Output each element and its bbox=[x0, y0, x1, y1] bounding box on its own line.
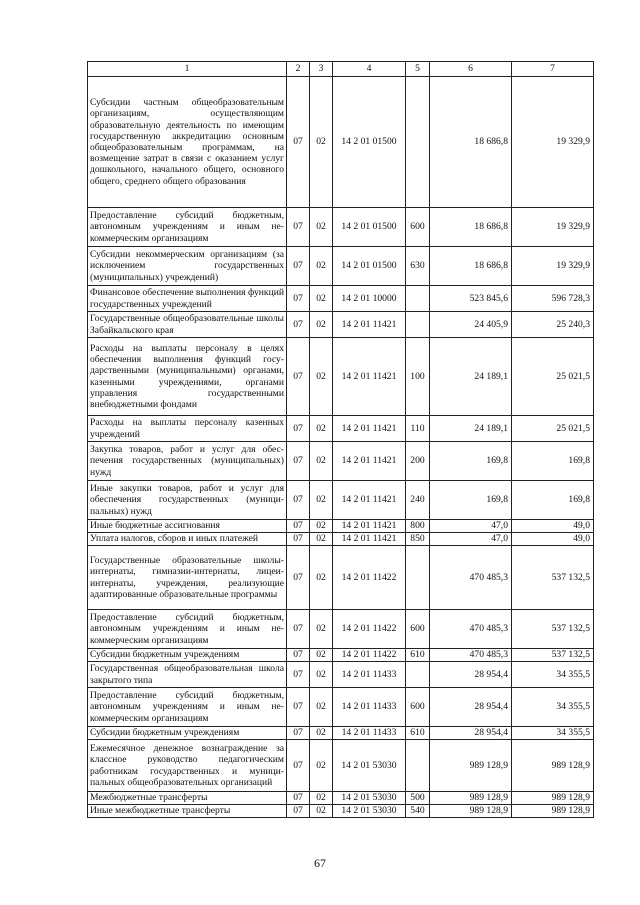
target-article-cell: 14 2 01 11422 bbox=[333, 649, 406, 662]
expense-type-cell: 600 bbox=[406, 688, 430, 727]
amount-col7-cell: 49,0 bbox=[512, 520, 594, 533]
target-article-cell: 14 2 01 11421 bbox=[333, 533, 406, 546]
target-article-cell: 14 2 01 53030 bbox=[333, 805, 406, 818]
description-cell: Субсидии некоммерческим организациям (за исключением государственных (муниципальных) учреждений) bbox=[88, 247, 287, 286]
table-row bbox=[88, 520, 594, 533]
section-code-cell: 07 bbox=[287, 792, 310, 805]
expense-type-cell bbox=[406, 740, 430, 792]
amount-col7-cell: 19 329,9 bbox=[512, 247, 594, 286]
table-row bbox=[88, 688, 594, 727]
subsection-code-cell: 02 bbox=[310, 727, 333, 740]
amount-col7-cell: 25 021,5 bbox=[512, 416, 594, 442]
table-row bbox=[88, 208, 594, 247]
amount-col6-cell: 169,8 bbox=[430, 481, 512, 520]
subsection-code-cell: 02 bbox=[310, 208, 333, 247]
amount-col6-cell: 18 686,8 bbox=[430, 247, 512, 286]
amount-col6-cell: 470 485,3 bbox=[430, 649, 512, 662]
page-number: 67 bbox=[314, 856, 326, 870]
table-row bbox=[88, 805, 594, 818]
target-article-cell: 14 2 01 11421 bbox=[333, 338, 406, 416]
target-article-cell: 14 2 01 11421 bbox=[333, 416, 406, 442]
expense-type-cell: 850 bbox=[406, 533, 430, 546]
amount-col7-cell: 25 021,5 bbox=[512, 338, 594, 416]
table-row bbox=[88, 442, 594, 481]
expense-type-cell bbox=[406, 546, 430, 610]
amount-col7-cell: 596 728,3 bbox=[512, 286, 594, 312]
expense-type-cell: 610 bbox=[406, 649, 430, 662]
description-cell: Субсидии частным общеобразовательным организациям, осуществляющим образовательную деятельность по имеющим государственную аккредитацию основным общеобразовательным программам, на возмещение затрат в связи с оказанием услуг дошкольного, начального общего, основного общего, среднего общего образования bbox=[88, 77, 287, 208]
section-code-cell: 07 bbox=[287, 688, 310, 727]
description-cell: Предоставление субсидий бюджетным, автономным учреждениям и иным некоммерческим организациям bbox=[88, 208, 287, 247]
section-code-cell: 07 bbox=[287, 312, 310, 338]
section-code-cell: 07 bbox=[287, 481, 310, 520]
subsection-code-cell: 02 bbox=[310, 416, 333, 442]
description-cell: Уплата налогов, сборов и иных платежей bbox=[88, 533, 287, 546]
target-article-cell: 14 2 01 01500 bbox=[333, 247, 406, 286]
header-cell-6: 6 bbox=[430, 62, 512, 77]
section-code-cell: 07 bbox=[287, 338, 310, 416]
description-cell: Иные закупки товаров, работ и услуг для обеспечения государственных (муниципальных) нужд bbox=[88, 481, 287, 520]
header-cell-5: 5 bbox=[406, 62, 430, 77]
amount-col6-cell: 24 189,1 bbox=[430, 416, 512, 442]
expense-type-cell: 110 bbox=[406, 416, 430, 442]
section-code-cell: 07 bbox=[287, 610, 310, 649]
subsection-code-cell: 02 bbox=[310, 805, 333, 818]
target-article-cell: 14 2 01 11422 bbox=[333, 610, 406, 649]
subsection-code-cell: 02 bbox=[310, 442, 333, 481]
table-row bbox=[88, 662, 594, 688]
amount-col7-cell: 989 128,9 bbox=[512, 805, 594, 818]
expense-type-cell: 240 bbox=[406, 481, 430, 520]
amount-col7-cell: 19 329,9 bbox=[512, 77, 594, 208]
amount-col6-cell: 989 128,9 bbox=[430, 805, 512, 818]
description-cell: Иные бюджетные ассигнования bbox=[88, 520, 287, 533]
section-code-cell: 07 bbox=[287, 208, 310, 247]
amount-col7-cell: 169,8 bbox=[512, 481, 594, 520]
table-row bbox=[88, 481, 594, 520]
table-row bbox=[88, 286, 594, 312]
subsection-code-cell: 02 bbox=[310, 312, 333, 338]
expense-type-cell bbox=[406, 312, 430, 338]
subsection-code-cell: 02 bbox=[310, 533, 333, 546]
target-article-cell: 14 2 01 11421 bbox=[333, 442, 406, 481]
subsection-code-cell: 02 bbox=[310, 688, 333, 727]
section-code-cell: 07 bbox=[287, 533, 310, 546]
section-code-cell: 07 bbox=[287, 740, 310, 792]
subsection-code-cell: 02 bbox=[310, 610, 333, 649]
amount-col7-cell: 169,8 bbox=[512, 442, 594, 481]
amount-col7-cell: 19 329,9 bbox=[512, 208, 594, 247]
table-body bbox=[88, 77, 594, 818]
table-row bbox=[88, 727, 594, 740]
amount-col7-cell: 34 355,5 bbox=[512, 662, 594, 688]
expense-type-cell: 800 bbox=[406, 520, 430, 533]
amount-col6-cell: 47,0 bbox=[430, 533, 512, 546]
amount-col6-cell: 28 954,4 bbox=[430, 662, 512, 688]
amount-col6-cell: 18 686,8 bbox=[430, 208, 512, 247]
description-cell: Субсидии бюджетным учреждениям bbox=[88, 727, 287, 740]
amount-col6-cell: 470 485,3 bbox=[430, 546, 512, 610]
description-cell: Расходы на выплаты персоналу в целях обеспечения выполнения функций государственными (муниципальными) органами, казенными учреждениями, органами управления государственными внебюджетными фондами bbox=[88, 338, 287, 416]
target-article-cell: 14 2 01 10000 bbox=[333, 286, 406, 312]
section-code-cell: 07 bbox=[287, 77, 310, 208]
amount-col6-cell: 989 128,9 bbox=[430, 740, 512, 792]
target-article-cell: 14 2 01 01500 bbox=[333, 77, 406, 208]
description-cell: Иные межбюджетные трансферты bbox=[88, 805, 287, 818]
description-cell: Межбюджетные трансферты bbox=[88, 792, 287, 805]
amount-col6-cell: 989 128,9 bbox=[430, 792, 512, 805]
table-row bbox=[88, 338, 594, 416]
description-cell: Расходы на выплаты персоналу казенных учреждений bbox=[88, 416, 287, 442]
section-code-cell: 07 bbox=[287, 727, 310, 740]
target-article-cell: 14 2 01 11433 bbox=[333, 662, 406, 688]
amount-col7-cell: 989 128,9 bbox=[512, 792, 594, 805]
amount-col7-cell: 537 132,5 bbox=[512, 546, 594, 610]
amount-col6-cell: 28 954,4 bbox=[430, 688, 512, 727]
subsection-code-cell: 02 bbox=[310, 247, 333, 286]
subsection-code-cell: 02 bbox=[310, 792, 333, 805]
header-cell-4: 4 bbox=[333, 62, 406, 77]
expense-type-cell: 500 bbox=[406, 792, 430, 805]
expense-type-cell: 600 bbox=[406, 610, 430, 649]
section-code-cell: 07 bbox=[287, 416, 310, 442]
subsection-code-cell: 02 bbox=[310, 481, 333, 520]
subsection-code-cell: 02 bbox=[310, 740, 333, 792]
amount-col6-cell: 47,0 bbox=[430, 520, 512, 533]
description-cell: Финансовое обеспечение выполнения функций государственных учреждений bbox=[88, 286, 287, 312]
section-code-cell: 07 bbox=[287, 247, 310, 286]
description-cell: Ежемесячное денежное вознаграждение за классное руководство педагогическим работникам государственных и муниципальных общеобразовательных организаций bbox=[88, 740, 287, 792]
table-row bbox=[88, 416, 594, 442]
target-article-cell: 14 2 01 01500 bbox=[333, 208, 406, 247]
expense-type-cell bbox=[406, 662, 430, 688]
table-row bbox=[88, 610, 594, 649]
amount-col6-cell: 169,8 bbox=[430, 442, 512, 481]
section-code-cell: 07 bbox=[287, 442, 310, 481]
target-article-cell: 14 2 01 11433 bbox=[333, 688, 406, 727]
section-code-cell: 07 bbox=[287, 662, 310, 688]
header-row bbox=[88, 62, 594, 77]
table-row bbox=[88, 740, 594, 792]
expense-type-cell: 540 bbox=[406, 805, 430, 818]
section-code-cell: 07 bbox=[287, 805, 310, 818]
amount-col7-cell: 989 128,9 bbox=[512, 740, 594, 792]
amount-col7-cell: 537 132,5 bbox=[512, 610, 594, 649]
target-article-cell: 14 2 01 53030 bbox=[333, 792, 406, 805]
table-row bbox=[88, 312, 594, 338]
amount-col7-cell: 25 240,3 bbox=[512, 312, 594, 338]
description-cell: Государственные общеобразовательные школы Забайкальского края bbox=[88, 312, 287, 338]
amount-col7-cell: 34 355,5 bbox=[512, 688, 594, 727]
table-row bbox=[88, 546, 594, 610]
table-row bbox=[88, 533, 594, 546]
amount-col7-cell: 49,0 bbox=[512, 533, 594, 546]
description-cell: Государственная общеобразовательная школа закрытого типа bbox=[88, 662, 287, 688]
header-cell-2: 2 bbox=[287, 62, 310, 77]
description-cell: Предоставление субсидий бюджетным, автономным учреждениям и иным некоммерческим организациям bbox=[88, 610, 287, 649]
amount-col6-cell: 28 954,4 bbox=[430, 727, 512, 740]
budget-table bbox=[87, 61, 594, 818]
expense-type-cell: 610 bbox=[406, 727, 430, 740]
header-cell-7: 7 bbox=[512, 62, 594, 77]
subsection-code-cell: 02 bbox=[310, 286, 333, 312]
amount-col7-cell: 537 132,5 bbox=[512, 649, 594, 662]
target-article-cell: 14 2 01 11433 bbox=[333, 727, 406, 740]
subsection-code-cell: 02 bbox=[310, 662, 333, 688]
section-code-cell: 07 bbox=[287, 286, 310, 312]
subsection-code-cell: 02 bbox=[310, 546, 333, 610]
target-article-cell: 14 2 01 11421 bbox=[333, 312, 406, 338]
description-cell: Закупка товаров, работ и услуг для обеспечения государственных (муниципальных) нужд bbox=[88, 442, 287, 481]
amount-col7-cell: 34 355,5 bbox=[512, 727, 594, 740]
table-row bbox=[88, 247, 594, 286]
table-row bbox=[88, 77, 594, 208]
target-article-cell: 14 2 01 53030 bbox=[333, 740, 406, 792]
amount-col6-cell: 470 485,3 bbox=[430, 610, 512, 649]
expense-type-cell: 600 bbox=[406, 208, 430, 247]
expense-type-cell bbox=[406, 286, 430, 312]
description-cell: Государственные образовательные школы-интернаты, гимназии-интернаты, лицеи-интернаты, учреждения, реализующие адаптированные образовательные программы bbox=[88, 546, 287, 610]
section-code-cell: 07 bbox=[287, 520, 310, 533]
header-cell-3: 3 bbox=[310, 62, 333, 77]
section-code-cell: 07 bbox=[287, 546, 310, 610]
description-cell: Субсидии бюджетным учреждениям bbox=[88, 649, 287, 662]
expense-type-cell bbox=[406, 77, 430, 208]
subsection-code-cell: 02 bbox=[310, 520, 333, 533]
table-header bbox=[88, 62, 594, 77]
subsection-code-cell: 02 bbox=[310, 649, 333, 662]
subsection-code-cell: 02 bbox=[310, 338, 333, 416]
description-cell: Предоставление субсидий бюджетным, автономным учреждениям и иным некоммерческим организациям bbox=[88, 688, 287, 727]
amount-col6-cell: 523 845,6 bbox=[430, 286, 512, 312]
amount-col6-cell: 24 189,1 bbox=[430, 338, 512, 416]
expense-type-cell: 100 bbox=[406, 338, 430, 416]
target-article-cell: 14 2 01 11422 bbox=[333, 546, 406, 610]
table-row bbox=[88, 649, 594, 662]
expense-type-cell: 630 bbox=[406, 247, 430, 286]
expense-type-cell: 200 bbox=[406, 442, 430, 481]
section-code-cell: 07 bbox=[287, 649, 310, 662]
amount-col6-cell: 24 405,9 bbox=[430, 312, 512, 338]
subsection-code-cell: 02 bbox=[310, 77, 333, 208]
target-article-cell: 14 2 01 11421 bbox=[333, 481, 406, 520]
amount-col6-cell: 18 686,8 bbox=[430, 77, 512, 208]
target-article-cell: 14 2 01 11421 bbox=[333, 520, 406, 533]
table-row bbox=[88, 792, 594, 805]
header-cell-1: 1 bbox=[88, 62, 287, 77]
